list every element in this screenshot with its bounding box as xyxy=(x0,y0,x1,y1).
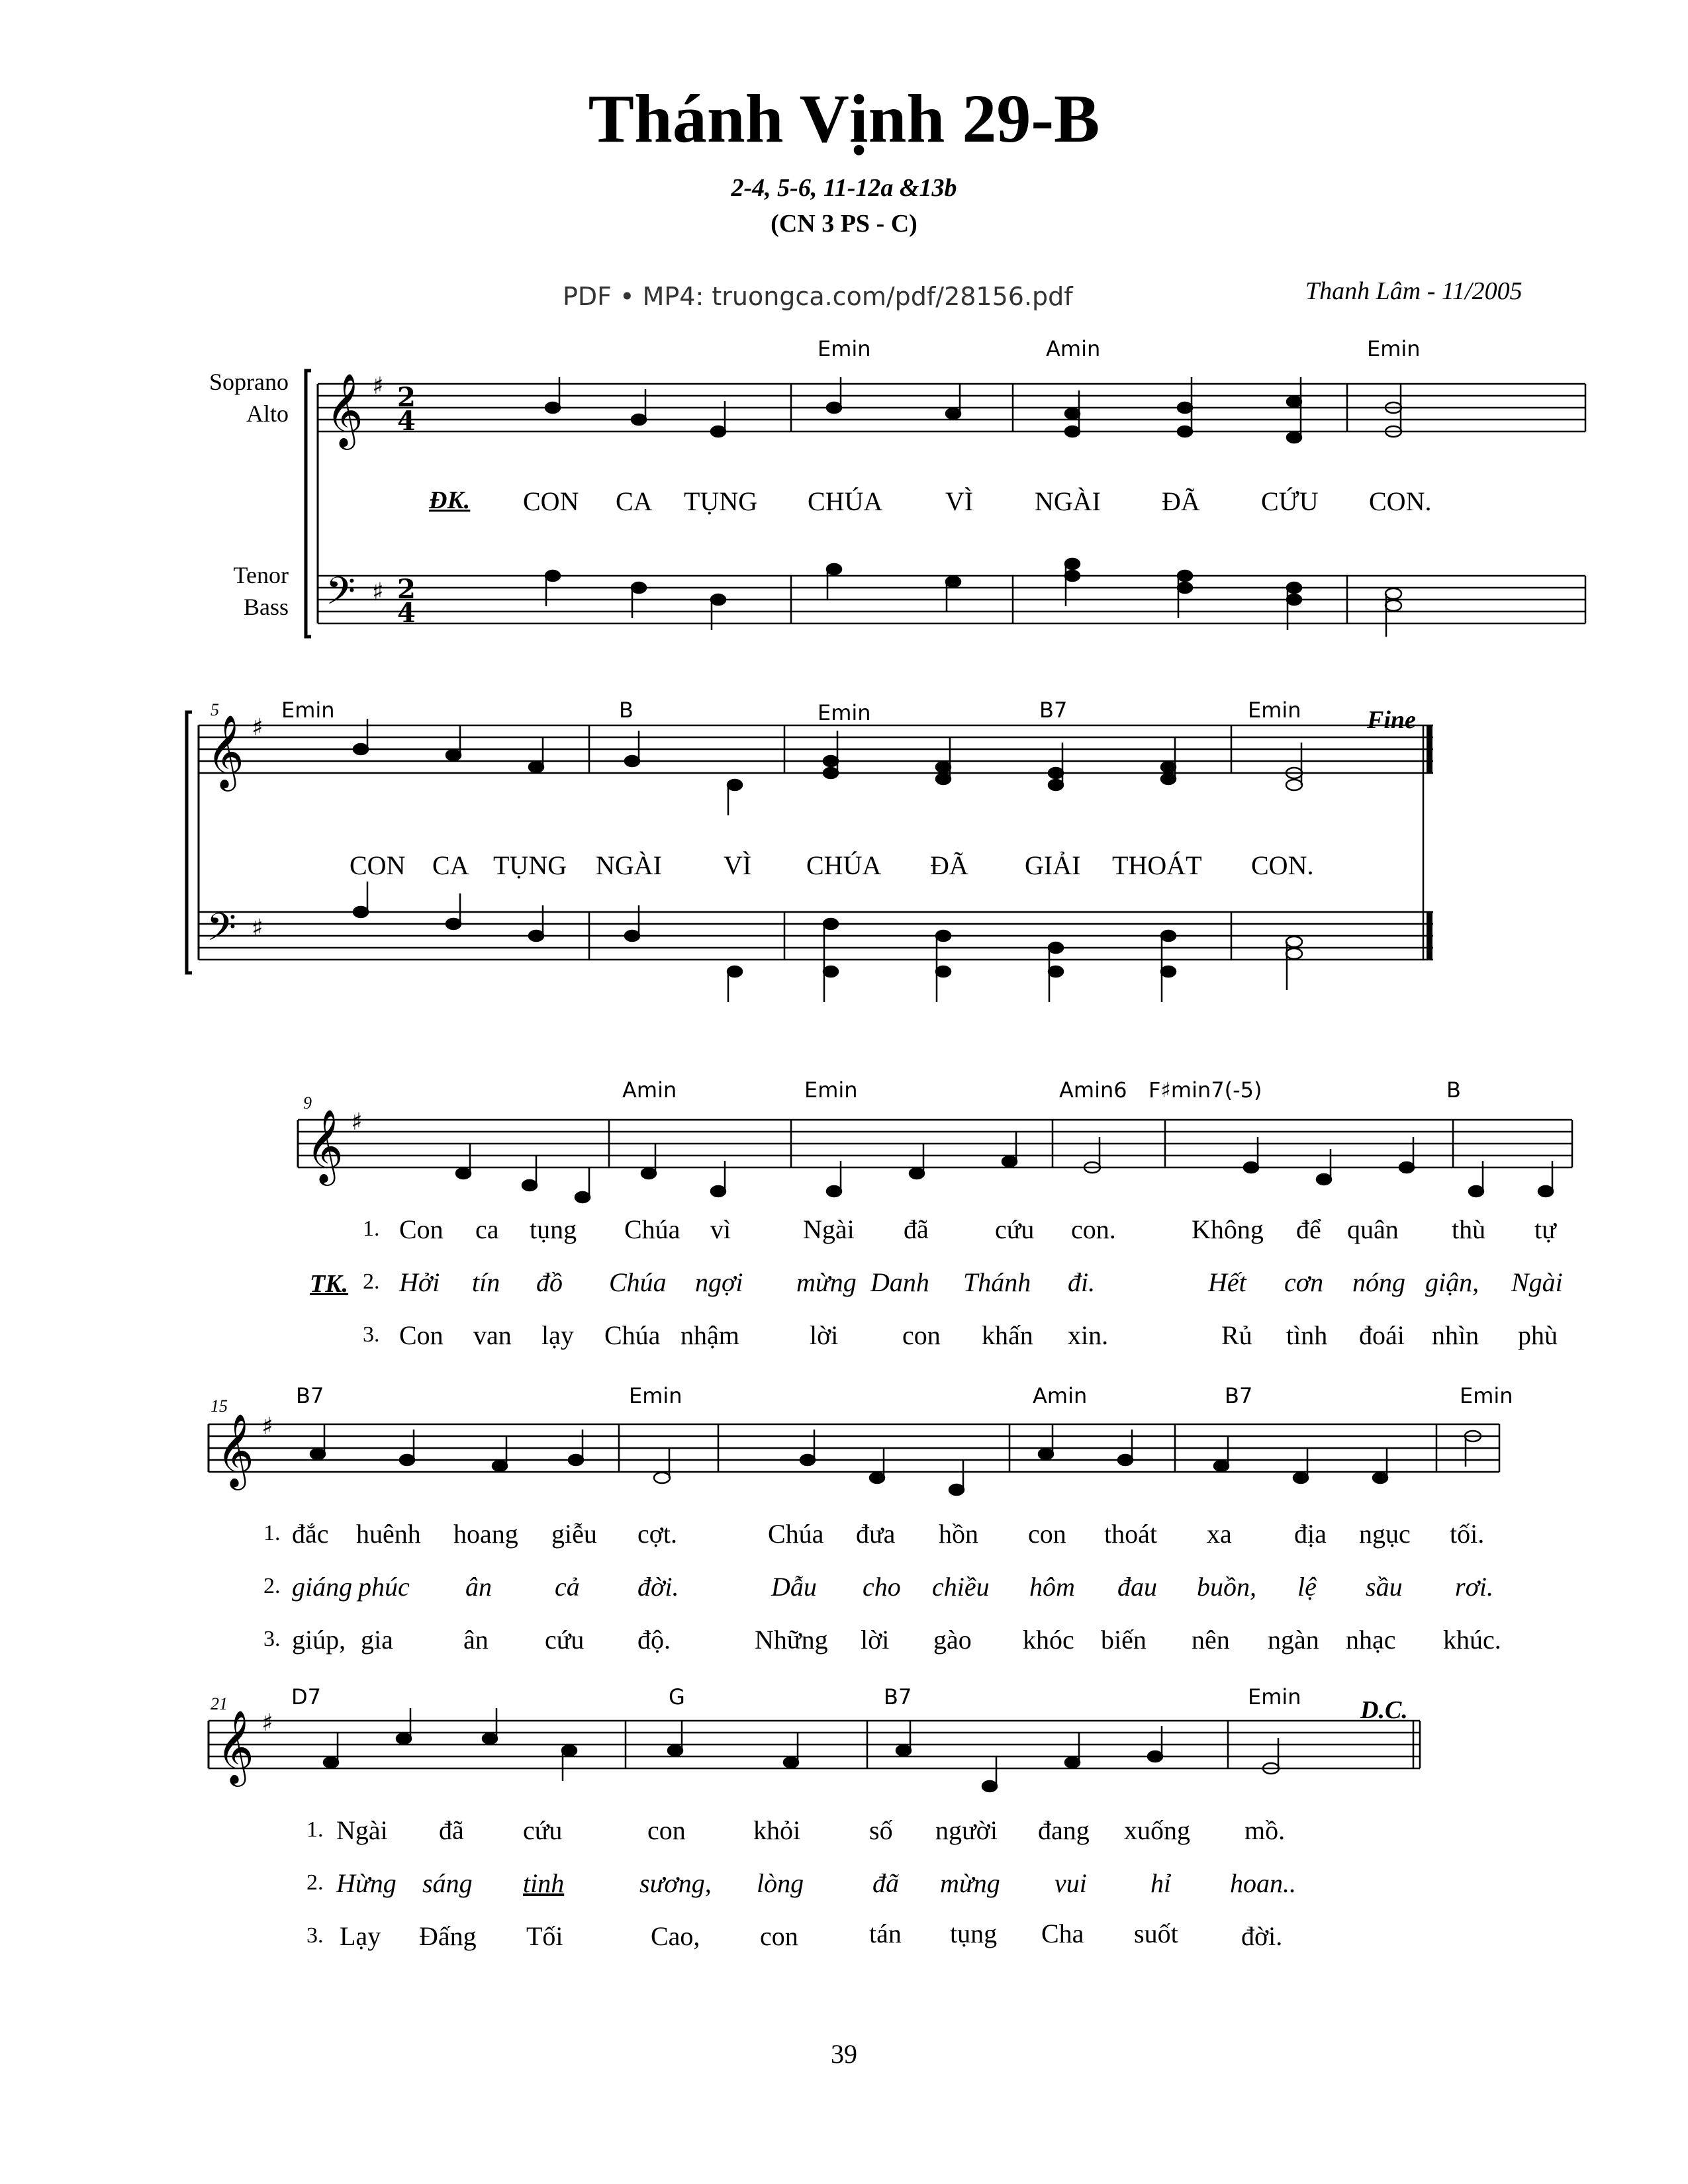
lyric: CON xyxy=(350,850,406,880)
lyric: Hừng xyxy=(336,1868,397,1898)
lyric: TỤNG xyxy=(493,850,567,880)
psalm-verses: 2-4, 5-6, 11-12a &13b xyxy=(731,174,957,202)
lyric: Ngài xyxy=(1511,1267,1563,1297)
measure-number: 15 xyxy=(211,1396,228,1416)
chord: B7 xyxy=(1225,1383,1253,1408)
lyric: lòng xyxy=(757,1868,804,1898)
svg-text:𝄢: 𝄢 xyxy=(207,905,237,959)
lyric: đau xyxy=(1117,1572,1157,1602)
lyric: tinh xyxy=(523,1868,565,1898)
measure-number: 9 xyxy=(303,1093,312,1113)
refrain-label: ĐK. xyxy=(429,486,471,514)
lyric: sương, xyxy=(639,1868,712,1898)
lyric: con xyxy=(902,1320,941,1350)
svg-text:𝄞: 𝄞 xyxy=(306,1109,344,1183)
lyric: giúp, xyxy=(292,1625,346,1655)
lyric: đưa xyxy=(856,1519,896,1549)
bass-clef-icon: 𝄢 xyxy=(326,569,356,623)
lyric: tình xyxy=(1286,1320,1328,1350)
lyric: CA xyxy=(432,850,469,880)
chord: B7 xyxy=(1039,698,1068,723)
lyric: lời xyxy=(810,1320,839,1350)
lyric: phúc xyxy=(358,1572,410,1602)
lyric: tụng xyxy=(530,1214,577,1244)
lyric: CON xyxy=(523,486,579,516)
lyric: Cao, xyxy=(651,1921,700,1951)
chord: Emin xyxy=(629,1383,682,1408)
lyric: địa xyxy=(1294,1519,1327,1549)
lyric: nhìn xyxy=(1432,1320,1479,1350)
lyric: Thánh xyxy=(963,1267,1031,1297)
fine-mark: Fine xyxy=(1367,706,1416,734)
lyric: giáng xyxy=(292,1572,353,1602)
lyric: quân xyxy=(1347,1214,1399,1244)
svg-text:𝄞: 𝄞 xyxy=(216,1709,254,1784)
chord: Amin xyxy=(1033,1383,1088,1408)
chord: Amin xyxy=(622,1077,677,1103)
chord: B7 xyxy=(296,1383,324,1408)
chord: D7 xyxy=(291,1684,321,1709)
chord: Emin xyxy=(818,336,871,361)
lyric: đoái xyxy=(1359,1320,1405,1350)
lyric: mừng xyxy=(940,1868,1000,1898)
svg-text:♯: ♯ xyxy=(372,373,384,400)
lyric: xa xyxy=(1207,1519,1232,1549)
lyric: hồn xyxy=(939,1519,978,1549)
lyric: để xyxy=(1296,1214,1321,1244)
lyric: người xyxy=(935,1815,998,1845)
lyric: GIẢI xyxy=(1025,850,1081,880)
lyric: Hết xyxy=(1208,1267,1246,1297)
chord: Emin xyxy=(818,700,871,725)
lyric: Ngài xyxy=(803,1214,855,1244)
lyric: khấn xyxy=(982,1320,1033,1350)
lyric: con xyxy=(1028,1519,1066,1549)
lyric: đã xyxy=(439,1815,464,1845)
chord: Emin xyxy=(1367,336,1421,361)
lyric: giễu xyxy=(551,1519,597,1549)
lyric: vì xyxy=(710,1214,731,1244)
lyric: THOÁT xyxy=(1112,850,1202,880)
svg-text:2: 2 xyxy=(397,382,416,413)
chord: B xyxy=(619,698,633,723)
verse-number: 1. xyxy=(306,1817,324,1842)
lyric: ngàn xyxy=(1268,1625,1319,1655)
staff-system2-bass xyxy=(199,912,1433,960)
lyric: gia xyxy=(361,1625,393,1655)
lyric: ân xyxy=(463,1625,489,1655)
lyric: ĐÃ xyxy=(930,850,968,880)
lyric: Lạy xyxy=(340,1921,381,1951)
lyric: buồn, xyxy=(1197,1572,1256,1602)
lyric: CON. xyxy=(1251,850,1314,880)
lyric: tán xyxy=(869,1919,902,1948)
lyric: Chúa xyxy=(768,1519,824,1549)
staff-system3 xyxy=(298,1120,1572,1167)
svg-text:♯: ♯ xyxy=(252,714,263,741)
lyric: Tối xyxy=(526,1921,563,1951)
lyric: mồ. xyxy=(1244,1815,1286,1845)
lyric: Hởi xyxy=(399,1267,440,1297)
part-label-alto: Alto xyxy=(246,400,289,427)
lyric: CHÚA xyxy=(808,486,883,516)
lyric: CỨU xyxy=(1261,486,1319,516)
lyric: đồ xyxy=(536,1267,563,1297)
lyric: số xyxy=(869,1815,893,1845)
composer: Thanh Lâm - 11/2005 xyxy=(1305,277,1523,305)
chord: B xyxy=(1446,1077,1461,1103)
lyric: VÌ xyxy=(945,486,974,516)
verse-number: 2. xyxy=(363,1269,380,1294)
verse-number: 1. xyxy=(263,1521,281,1545)
lyric: ĐÃ xyxy=(1162,486,1200,516)
lyric: lệ xyxy=(1297,1572,1317,1602)
lyric: VÌ xyxy=(724,850,752,880)
lyric: con. xyxy=(1071,1214,1116,1244)
staff-system5 xyxy=(209,1721,1420,1768)
part-label-soprano: Soprano xyxy=(209,369,289,395)
song-title: Thánh Vịnh 29-B xyxy=(588,81,1100,157)
lyric: hoang xyxy=(453,1519,518,1549)
measure-number: 5 xyxy=(211,700,219,719)
lyric: nhậm xyxy=(680,1320,739,1350)
lyric: Chúa xyxy=(624,1214,680,1244)
svg-text:♯: ♯ xyxy=(372,578,384,606)
lyric: cứu xyxy=(523,1815,563,1845)
lyric: Con xyxy=(399,1214,444,1244)
lyric: huênh xyxy=(356,1519,421,1549)
lyric: lời xyxy=(861,1625,890,1655)
lyric: Danh xyxy=(870,1267,929,1297)
lyric: hoan.. xyxy=(1230,1868,1296,1898)
verse-number: 3. xyxy=(363,1322,380,1347)
occasion: (CN 3 PS - C) xyxy=(771,210,917,238)
lyric: Không xyxy=(1192,1214,1264,1244)
lyric: lạy xyxy=(541,1320,574,1350)
lyric: con xyxy=(647,1815,686,1845)
lyric: mừng xyxy=(796,1267,857,1297)
lyric: cho xyxy=(863,1572,901,1602)
lyric: rơi. xyxy=(1455,1572,1494,1602)
lyric: khóc xyxy=(1023,1625,1074,1655)
lyric: nóng xyxy=(1352,1267,1405,1297)
lyric: cả xyxy=(555,1572,580,1602)
treble-clef-icon: 𝄞 xyxy=(326,373,363,447)
lyric: cợt. xyxy=(637,1519,678,1549)
chord: Emin xyxy=(281,698,335,723)
svg-text:♯: ♯ xyxy=(261,1709,273,1737)
source-link[interactable]: PDF • MP4: truongca.com/pdf/28156.pdf xyxy=(563,282,1073,311)
lyric: đang xyxy=(1038,1815,1090,1845)
lyric: biến xyxy=(1101,1625,1147,1655)
lyric: tụng xyxy=(950,1919,998,1948)
lyric: CHÚA xyxy=(806,850,882,880)
svg-text:4: 4 xyxy=(397,598,416,629)
svg-text:♯: ♯ xyxy=(261,1413,273,1440)
lyric: NGÀI xyxy=(596,850,662,880)
lyric: đời. xyxy=(637,1572,679,1602)
lyric: Chúa xyxy=(604,1320,661,1350)
lyric: nên xyxy=(1192,1625,1230,1655)
chord: B7 xyxy=(884,1684,912,1709)
lyric: ca xyxy=(475,1214,499,1244)
lyric: Những xyxy=(755,1625,828,1655)
lyric: khỏi xyxy=(753,1815,801,1845)
lyric: đã xyxy=(872,1868,899,1898)
lyric: NGÀI xyxy=(1035,486,1101,516)
lyric: thoát xyxy=(1104,1519,1157,1549)
lyric: CA xyxy=(616,486,653,516)
lyric: Rủ xyxy=(1221,1320,1252,1350)
lyric: ngợi xyxy=(695,1267,743,1297)
svg-text:2: 2 xyxy=(397,574,416,605)
chord: Amin6 xyxy=(1059,1077,1127,1103)
lyric: Dẫu xyxy=(771,1572,817,1602)
chord: Emin xyxy=(1460,1383,1513,1408)
svg-text:4: 4 xyxy=(397,406,416,437)
lyric: Con xyxy=(399,1320,444,1350)
verse-number: 1. xyxy=(363,1216,380,1241)
lyric: vui xyxy=(1055,1868,1087,1898)
lyric: cứu xyxy=(545,1625,585,1655)
dc-mark: D.C. xyxy=(1360,1696,1408,1724)
lyric: Ngài xyxy=(336,1815,388,1845)
lyric: sầu xyxy=(1366,1572,1403,1602)
lyric: Cha xyxy=(1041,1919,1084,1948)
lyric: khúc. xyxy=(1443,1625,1501,1655)
part-label-bass: Bass xyxy=(243,594,289,620)
lyric: Chúa xyxy=(609,1267,667,1297)
lyric: đi. xyxy=(1068,1267,1096,1297)
lyric: phù xyxy=(1518,1320,1558,1350)
lyric: nhạc xyxy=(1346,1625,1396,1655)
lyric: con xyxy=(760,1921,798,1951)
lyric: ân xyxy=(465,1572,492,1602)
lyric: van xyxy=(473,1320,512,1350)
lyric: đắc xyxy=(292,1519,329,1549)
lyric: xuống xyxy=(1124,1815,1190,1845)
chord: Emin xyxy=(804,1077,858,1103)
svg-text:♯: ♯ xyxy=(351,1109,363,1136)
lyric: tự xyxy=(1534,1214,1556,1244)
lyric: hôm xyxy=(1029,1572,1075,1602)
measure-number: 21 xyxy=(211,1694,228,1713)
chord: Emin xyxy=(1248,698,1301,723)
lyric: chiều xyxy=(932,1572,990,1602)
chord: F♯min7(-5) xyxy=(1149,1077,1262,1103)
lyric: xin. xyxy=(1068,1320,1109,1350)
lyric: thù xyxy=(1452,1214,1486,1244)
lyric: độ. xyxy=(637,1625,671,1655)
lyric: Đấng xyxy=(419,1921,477,1951)
verse-number: 3. xyxy=(306,1923,324,1948)
svg-text:𝄞: 𝄞 xyxy=(207,714,244,788)
lyric: đời. xyxy=(1241,1921,1283,1951)
verse-number: 2. xyxy=(306,1870,324,1895)
chord: Amin xyxy=(1046,336,1101,361)
verse-number: 3. xyxy=(263,1627,281,1651)
lyric: sáng xyxy=(422,1868,473,1898)
lyric: đã xyxy=(904,1214,929,1244)
verse-number: 2. xyxy=(263,1574,281,1598)
chord: G xyxy=(669,1684,685,1709)
lyric: tín xyxy=(472,1267,500,1297)
svg-text:♯: ♯ xyxy=(252,915,263,942)
chord: Emin xyxy=(1248,1684,1301,1709)
part-label-tenor: Tenor xyxy=(233,562,289,588)
lyric: hỉ xyxy=(1150,1868,1172,1898)
staff-system2-treble xyxy=(199,725,1433,773)
lyric: gào xyxy=(933,1625,972,1655)
lyric: tối. xyxy=(1450,1519,1485,1549)
lyric: CON. xyxy=(1369,486,1432,516)
page-number: 39 xyxy=(831,2039,857,2069)
lyric: ngục xyxy=(1359,1519,1411,1549)
svg-text:𝄞: 𝄞 xyxy=(216,1413,254,1487)
verse-label: TK. xyxy=(310,1270,349,1298)
lyric: cứu xyxy=(995,1214,1035,1244)
lyric: TỤNG xyxy=(684,486,758,516)
lyric: suốt xyxy=(1134,1919,1178,1948)
lyric: giận, xyxy=(1425,1267,1479,1297)
lyric: cơn xyxy=(1284,1267,1324,1297)
